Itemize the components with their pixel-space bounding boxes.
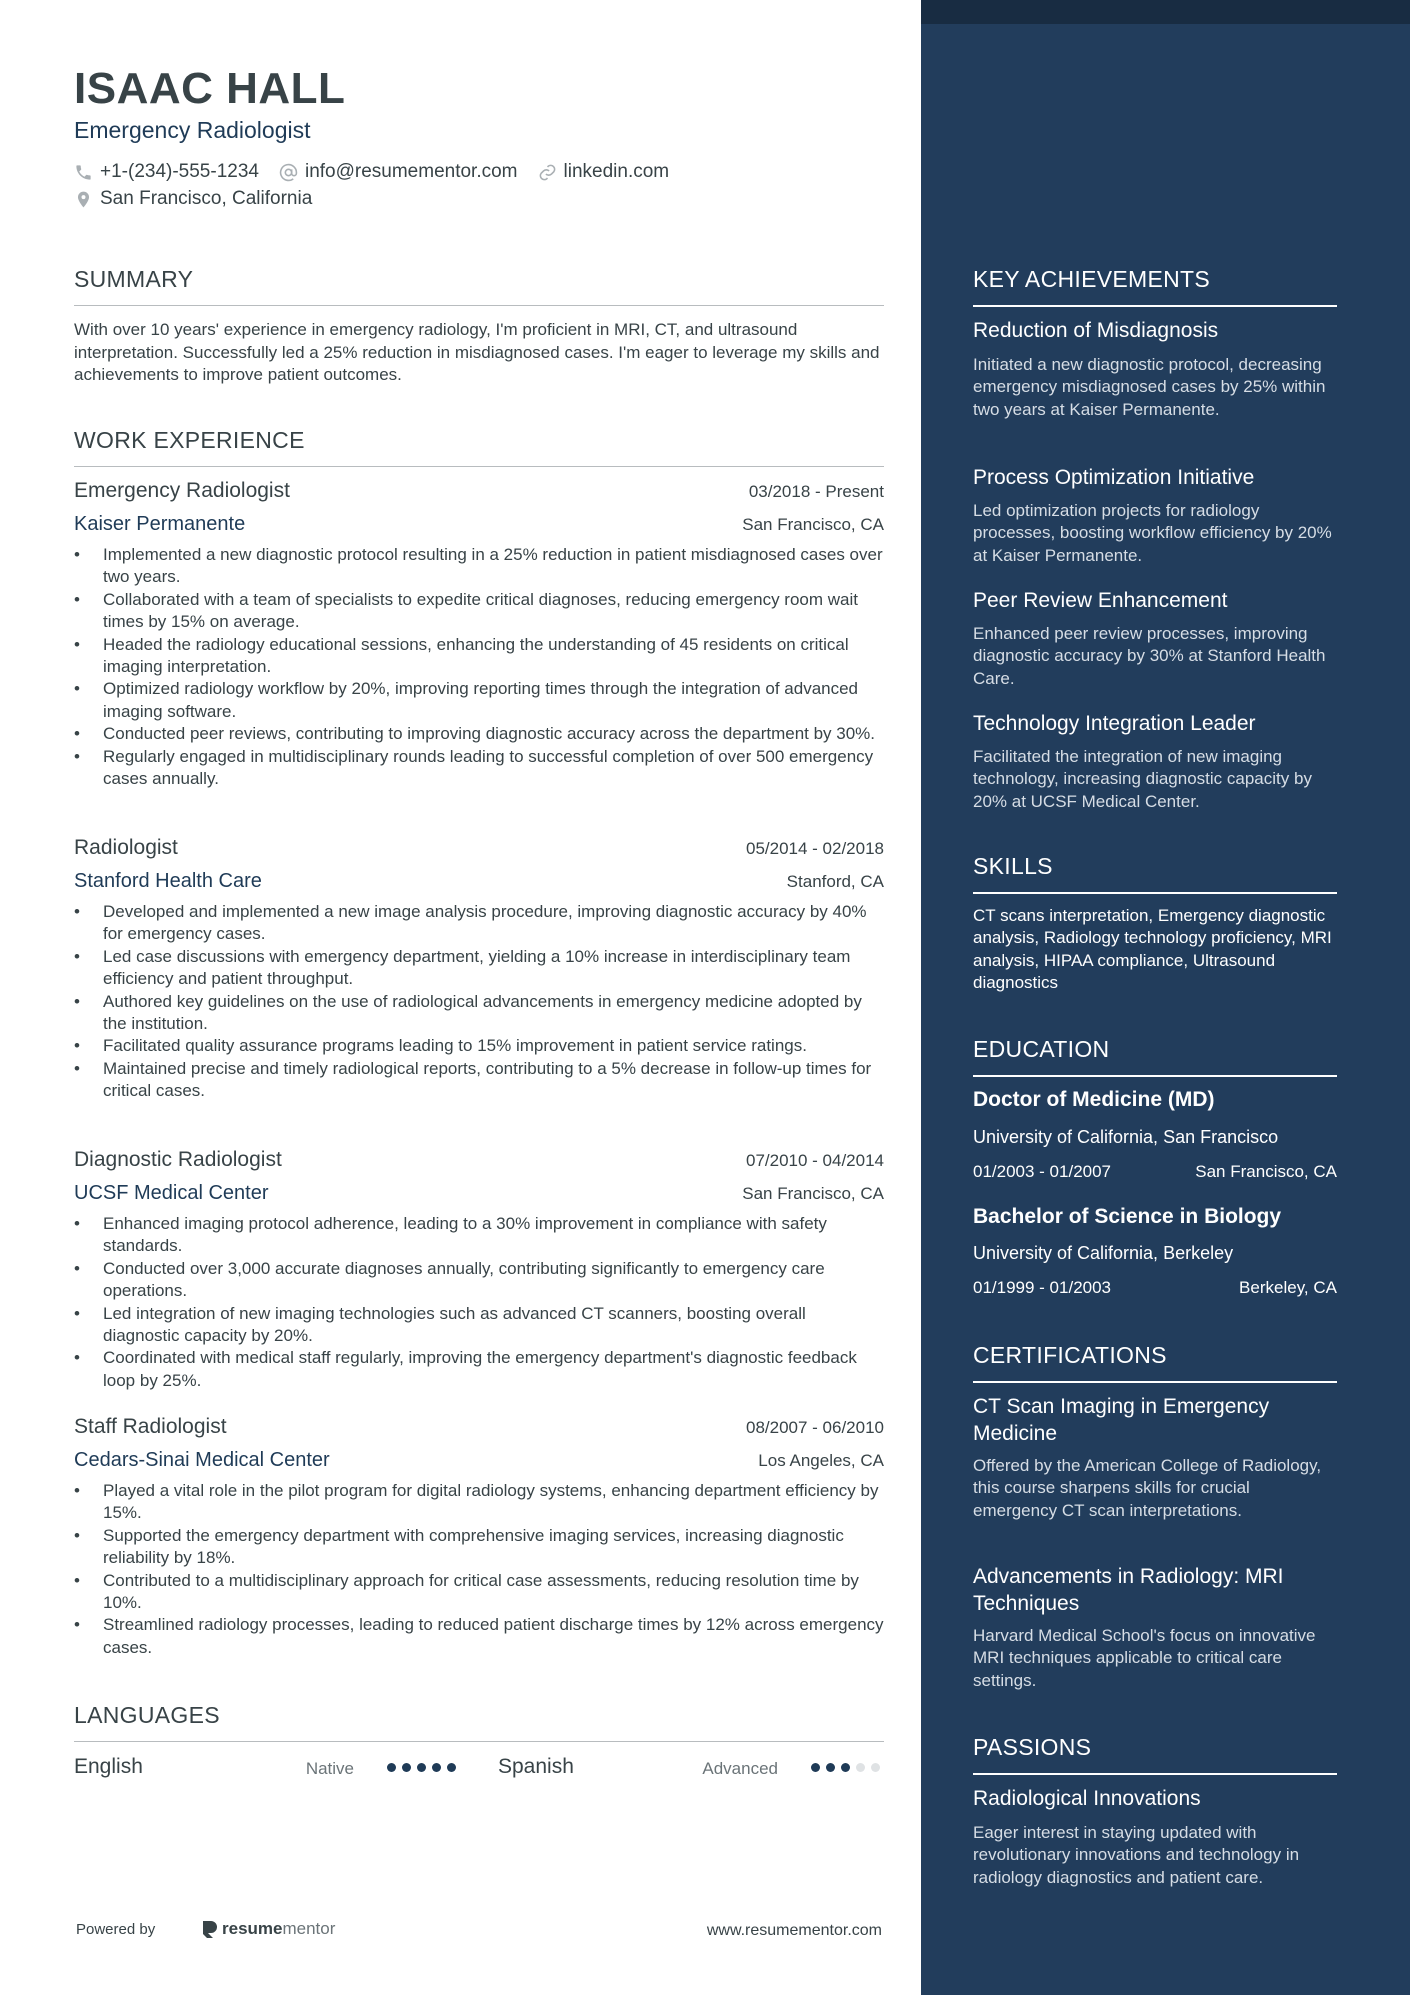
achievement-title: Process Optimization Initiative — [973, 466, 1255, 489]
website-link[interactable]: www.resumementor.com — [706, 1922, 882, 1939]
link-icon — [538, 163, 557, 182]
achievement-title: Technology Integration Leader — [973, 712, 1256, 735]
sidebar — [921, 0, 1410, 1995]
achievement-text: Led optimization projects for radiology processes, boosting workflow efficiency by 20% at Kaiser Permanente. — [973, 501, 1332, 565]
summary-heading: SUMMARY — [74, 266, 884, 306]
rating-dot-filled — [841, 1763, 850, 1772]
linkedin-text: linkedin.com — [563, 161, 670, 182]
location-pin-icon — [74, 190, 93, 209]
job-location: San Francisco, CA — [742, 515, 884, 534]
language-name: English — [74, 1755, 143, 1778]
job-bullet: • Authored key guidelines on the use of radiological advancements in emergency medicine adopted by the institution. — [74, 991, 884, 1036]
rating-dot-filled — [432, 1763, 441, 1772]
job-bullet: • Led integration of new imaging technologies such as advanced CT scanners, boosting overall diagnostic capacity by 20%. — [74, 1303, 884, 1348]
achievements-heading: KEY ACHIEVEMENTS — [973, 266, 1337, 307]
location-row — [74, 188, 332, 210]
email-contact[interactable] — [279, 161, 518, 183]
brand-bold: resume — [222, 1919, 283, 1938]
job-entry — [74, 1148, 884, 1392]
job-bullet: • Collaborated with a team of specialists to expedite critical diagnoses, reducing emergency room wait times by 15% on average. — [74, 589, 884, 634]
job-dates: 03/2018 - Present — [748, 482, 884, 501]
skills-text: CT scans interpretation, Emergency diagnostic analysis, Radiology technology proficiency, MRI analysis, HIPAA compliance, Ultrasound diagnostics — [973, 906, 1332, 993]
email-text: info@resumementor.com — [304, 161, 518, 182]
job-bullet: • Maintained precise and timely radiological reports, contributing to a 5% decrease in follow-up times for critical cases. — [74, 1058, 884, 1103]
education-dates: 01/2003 - 01/2007 — [973, 1162, 1112, 1181]
job-company: Kaiser Permanente — [74, 513, 246, 535]
job-location: San Francisco, CA — [742, 1184, 884, 1203]
education-meta — [973, 1278, 1337, 1298]
brand-logo[interactable] — [201, 1919, 335, 1939]
sidebar-top-band — [921, 0, 1410, 24]
rating-dot-filled — [417, 1763, 426, 1772]
job-location: Stanford, CA — [786, 872, 884, 891]
powered-by-label: Powered by — [76, 1921, 156, 1938]
education-location: San Francisco, CA — [1195, 1162, 1337, 1181]
job-company: Cedars-Sinai Medical Center — [74, 1449, 330, 1471]
achievement-text: Enhanced peer review processes, improving diagnostic accuracy by 30% at Stanford Health Care. — [973, 624, 1326, 688]
job-entry — [74, 836, 884, 1103]
job-title: Diagnostic Radiologist — [74, 1148, 282, 1171]
linkedin-contact[interactable] — [538, 161, 670, 183]
job-dates: 05/2014 - 02/2018 — [745, 839, 884, 858]
job-entry — [74, 479, 884, 790]
job-bullets — [74, 544, 884, 790]
certification-title: Advancements in Radiology: MRI Techniques — [973, 1565, 1284, 1615]
job-bullet: • Developed and implemented a new image analysis procedure, improving diagnostic accuracy by 40% for emergency cases. — [74, 901, 884, 946]
rating-dot-empty — [856, 1763, 865, 1772]
language-name: Spanish — [498, 1755, 574, 1778]
certification-title: CT Scan Imaging in Emergency Medicine — [973, 1395, 1270, 1445]
at-icon — [279, 163, 298, 182]
education-school: University of California, San Francisco — [973, 1127, 1279, 1147]
job-bullet: • Conducted peer reviews, contributing to improving diagnostic accuracy across the department by 30%. — [74, 723, 884, 745]
rating-dot-filled — [447, 1763, 456, 1772]
certifications-heading: CERTIFICATIONS — [973, 1342, 1337, 1383]
job-bullet: • Coordinated with medical staff regularly, improving the emergency department's diagnostic feedback loop by 25%. — [74, 1347, 884, 1392]
rating-dot-filled — [387, 1763, 396, 1772]
resumementor-logo-icon — [201, 1919, 219, 1939]
location-text: San Francisco, California — [100, 188, 313, 209]
rating-dot-filled — [402, 1763, 411, 1772]
languages-heading: LANGUAGES — [74, 1702, 884, 1742]
job-bullets — [74, 1480, 884, 1659]
job-bullet: • Contributed to a multidisciplinary approach for critical case assessments, reducing resolution time by 10%. — [74, 1570, 884, 1615]
education-location: Berkeley, CA — [1239, 1278, 1337, 1297]
job-bullet: • Led case discussions with emergency department, yielding a 10% increase in interdisciplinary team efficiency and patient throughput. — [74, 946, 884, 991]
rating-dot-empty — [871, 1763, 880, 1772]
job-entry — [74, 1415, 884, 1659]
passion-title: Radiological Innovations — [973, 1787, 1201, 1810]
education-meta — [973, 1162, 1337, 1182]
education-degree: Bachelor of Science in Biology — [973, 1205, 1282, 1228]
job-title: Staff Radiologist — [74, 1415, 227, 1438]
achievement-title: Peer Review Enhancement — [973, 589, 1228, 612]
job-bullet: • Optimized radiology workflow by 20%, improving reporting times through the integration of advanced imaging software. — [74, 678, 884, 723]
experience-heading: WORK EXPERIENCE — [74, 427, 884, 467]
passion-text: Eager interest in staying updated with revolutionary innovations and technology in radiology diagnostics and patient care. — [973, 1823, 1300, 1887]
job-bullet: • Regularly engaged in multidisciplinary rounds leading to successful completion of over 500 emergency cases annually. — [74, 746, 884, 791]
education-degree: Doctor of Medicine (MD) — [973, 1088, 1215, 1111]
candidate-role: Emergency Radiologist — [74, 117, 311, 143]
passions-heading: PASSIONS — [973, 1734, 1337, 1775]
job-bullet: • Conducted over 3,000 accurate diagnoses annually, contributing significantly to emergency care operations. — [74, 1258, 884, 1303]
candidate-name: ISAAC HALL — [74, 64, 346, 113]
job-bullet: • Headed the radiology educational sessions, enhancing the understanding of 45 residents on critical imaging interpretation. — [74, 634, 884, 679]
main-column — [74, 0, 884, 1995]
job-bullet: • Supported the emergency department with comprehensive imaging services, increasing diagnostic reliability by 18%. — [74, 1525, 884, 1570]
phone-text: +1-(234)-555-1234 — [100, 161, 259, 182]
skills-heading: SKILLS — [973, 853, 1337, 894]
job-dates: 08/2007 - 06/2010 — [745, 1418, 884, 1437]
job-location: Los Angeles, CA — [758, 1451, 884, 1470]
summary-text: With over 10 years' experience in emergency radiology, I'm proficient in MRI, CT, and ultrasound interpretation. Successfully led a 25% reduction in misdiagnosed cases. I'm eager to leverage my skills and achievements to improve patient outcomes. — [74, 320, 880, 384]
job-bullet: • Enhanced imaging protocol adherence, leading to a 30% improvement in compliance with safety standards. — [74, 1213, 884, 1258]
job-title: Emergency Radiologist — [74, 479, 290, 502]
languages-row — [74, 1755, 884, 1783]
achievement-text: Facilitated the integration of new imaging technology, increasing diagnostic capacity by 20% at UCSF Medical Center. — [973, 747, 1312, 811]
job-company: Stanford Health Care — [74, 870, 262, 892]
job-company: UCSF Medical Center — [74, 1182, 269, 1204]
rating-dot-filled — [826, 1763, 835, 1772]
achievement-text: Initiated a new diagnostic protocol, decreasing emergency misdiagnosed cases by 25% within two years at Kaiser Permanente. — [973, 355, 1326, 419]
rating-dot-filled — [811, 1763, 820, 1772]
job-bullets — [74, 901, 884, 1103]
location-contact — [74, 188, 312, 210]
phone-icon — [74, 163, 93, 182]
contact-row — [74, 161, 689, 183]
education-dates: 01/1999 - 01/2003 — [973, 1278, 1112, 1297]
language-level: Native — [305, 1759, 354, 1778]
job-bullet: • Played a vital role in the pilot program for digital radiology systems, enhancing department efficiency by 15%. — [74, 1480, 884, 1525]
brand-light: mentor — [282, 1919, 336, 1938]
education-heading: EDUCATION — [973, 1036, 1337, 1077]
language-level: Advanced — [702, 1759, 778, 1778]
certification-text: Offered by the American College of Radiology, this course sharpens skills for crucial emergency CT scan interpretations. — [973, 1456, 1322, 1520]
job-title: Radiologist — [74, 836, 178, 859]
education-school: University of California, Berkeley — [973, 1243, 1234, 1263]
job-bullets — [74, 1213, 884, 1392]
language-rating — [811, 1763, 886, 1772]
job-bullet: • Implemented a new diagnostic protocol resulting in a 25% reduction in patient misdiagnosed cases over two years. — [74, 544, 884, 589]
job-bullet: • Facilitated quality assurance programs leading to 15% improvement in patient service ratings. — [74, 1035, 884, 1057]
language-rating — [387, 1763, 462, 1772]
footer — [76, 1917, 882, 1947]
achievement-title: Reduction of Misdiagnosis — [973, 319, 1219, 342]
job-dates: 07/2010 - 04/2014 — [745, 1151, 884, 1170]
job-bullet: • Streamlined radiology processes, leading to reduced patient discharge times by 12% across emergency cases. — [74, 1614, 884, 1659]
certification-text: Harvard Medical School's focus on innovative MRI techniques applicable to critical care settings. — [973, 1626, 1316, 1690]
phone-contact[interactable] — [74, 161, 259, 183]
